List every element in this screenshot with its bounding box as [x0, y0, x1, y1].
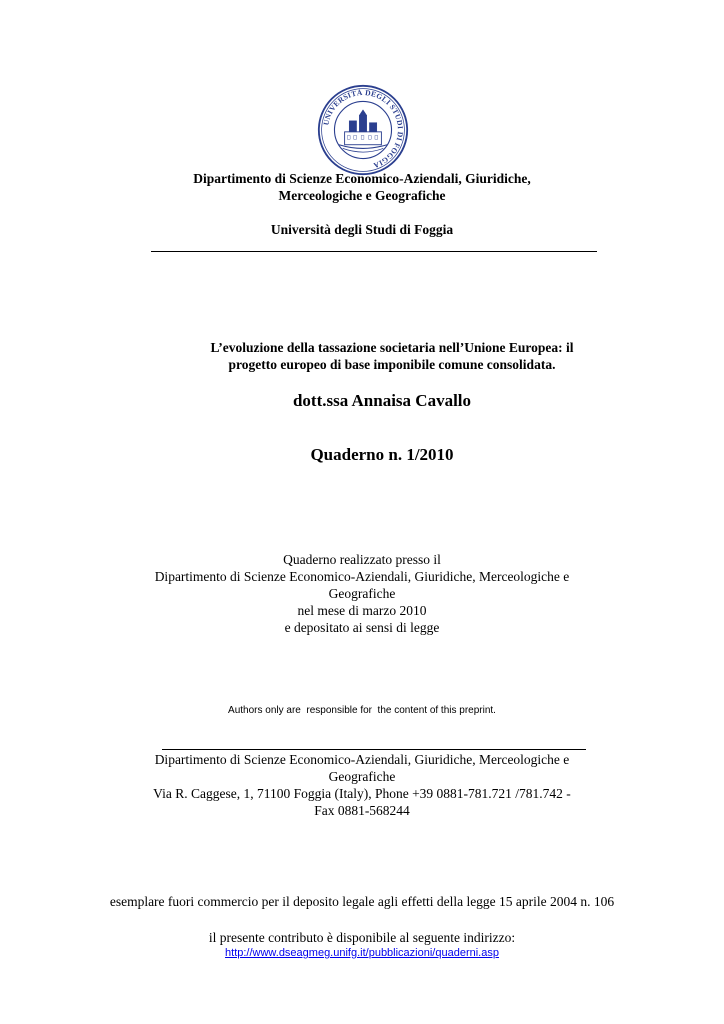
department-address	[0, 751, 724, 819]
quaderni-url-container	[0, 946, 724, 960]
address-line-2: Geografiche	[328, 769, 396, 784]
address-line-3: Via R. Caggese, 1, 71100 Foggia (Italy), Phone +39 0881-781.721 /781.742 -	[153, 786, 571, 801]
availability-text: il presente contributo è disponibile al seguente indirizzo:	[208, 930, 516, 945]
legal-deposit-notice: esemplare fuori commercio per il deposito legale agli effetti della legge 15 aprile 2004 n. 106	[109, 894, 615, 909]
department-heading	[0, 170, 724, 204]
info-line-5: e depositato ai sensi di legge	[284, 620, 440, 635]
paper-title-line-1: L’evoluzione della tassazione societaria nell’Unione Europea: il	[210, 340, 574, 355]
info-line-3: Geografiche	[328, 586, 396, 601]
paper-title	[30, 339, 724, 373]
svg-text:UNIVERSITÀ DEGLI STUDI DI FOGG: UNIVERSITÀ DEGLI STUDI DI FOGGIA	[321, 87, 405, 171]
address-line-4: Fax 0881-568244	[314, 803, 410, 818]
address-divider	[162, 749, 586, 750]
university-seal-logo	[317, 84, 409, 176]
header-divider	[151, 251, 597, 252]
department-line-1: Dipartimento di Scienze Economico-Aziendali, Giuridiche,	[193, 171, 531, 186]
quaderno-number: Quaderno n. 1/2010	[310, 445, 454, 464]
info-line-2: Dipartimento di Scienze Economico-Aziendali, Giuridiche, Merceologiche e	[154, 569, 570, 584]
authors-responsibility-note: Authors only are responsible for the content of this preprint.	[228, 705, 496, 716]
author-name: dott.ssa Annaisa Cavallo	[292, 391, 472, 410]
publication-info	[0, 551, 724, 636]
paper-title-line-2: progetto europeo di base imponibile comune consolidata.	[228, 357, 556, 372]
quaderni-url-link[interactable]: http://www.dseagmeg.unifg.it/pubblicazioni/quaderni.asp	[225, 947, 499, 959]
info-line-4: nel mese di marzo 2010	[297, 603, 427, 618]
address-line-1: Dipartimento di Scienze Economico-Aziendali, Giuridiche, Merceologiche e	[154, 752, 570, 767]
university-name: Università degli Studi di Foggia	[270, 222, 454, 237]
info-line-1: Quaderno realizzato presso il	[283, 552, 441, 567]
department-line-2: Merceologiche e Geografiche	[278, 188, 446, 203]
